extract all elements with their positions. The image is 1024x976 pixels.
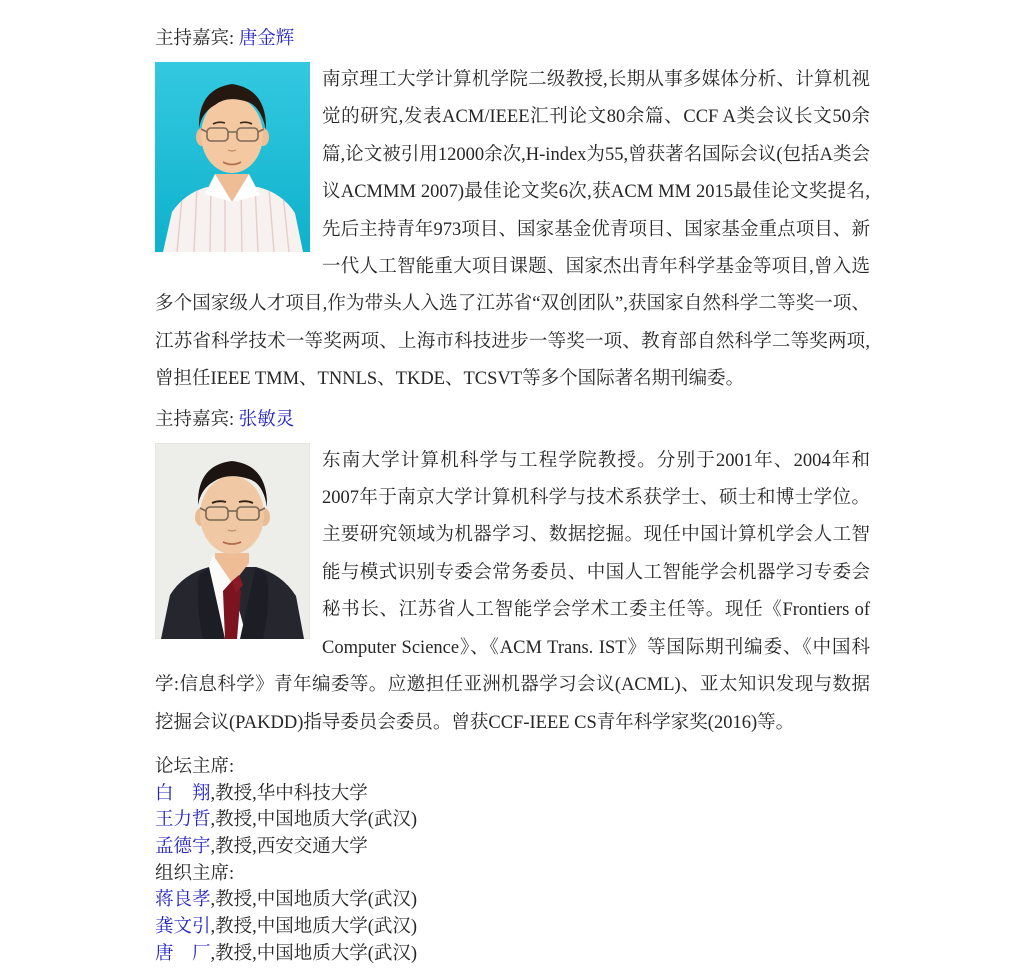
chair-name-link-tang-chang[interactable]: 唐 厂 bbox=[155, 943, 211, 964]
host-section-tang-jinhui bbox=[155, 28, 870, 399]
chair-row bbox=[155, 834, 870, 861]
chair-name-link-meng-deyu[interactable]: 孟德宇 bbox=[155, 837, 211, 858]
host-name-link-zhang-minling[interactable]: 张敏灵 bbox=[238, 409, 295, 430]
host-bio-text: 南京理工大学计算机学院二级教授,长期从事多媒体分析、计算机视觉的研究,发表ACM/IEEE汇刊论文80余篇、CCF A类会议长文50余篇,论文被引用12000余次,H-index为55,曾获著名国际会议(包括A类会议ACMMM 2007)最佳论文奖6次,获ACM MM 2015最佳论文奖提名,先后主持青年973项目、国家基金优青项目、国家基金重点项目、新一代人工智能重大项目课题、国家杰出青年科学基金等项目,曾入选多个国家级人才项目,作为带头人入选了江苏省“双创团队”,获国家自然科学二等奖一项、江苏省科学技术一等奖两项、上海市科技进步一等奖一项、教育部自然科学二等奖两项,曾担任IEEE TMM、TNNLS、TKDE、TCSVT等多个国际著名期刊编委。 bbox=[155, 70, 870, 390]
host-photo-tang-jinhui bbox=[155, 62, 310, 252]
forum-chairs-heading: 论坛主席: bbox=[155, 756, 235, 777]
chair-affiliation: ,教授,中国地质大学(武汉) bbox=[210, 890, 418, 911]
organization-chairs-heading: 组织主席: bbox=[155, 863, 235, 884]
host-photo-zhang-minling bbox=[155, 443, 310, 639]
host-section-zhang-minling bbox=[155, 409, 870, 742]
host-bio-text: 东南大学计算机科学与工程学院教授。分别于2001年、2004年和2007年于南京大学计算机科学与技术系获学士、硕士和博士学位。主要研究领域为机器学习、数据挖掘。现任中国计算机学会人工智能与模式识别专委会常务委员、中国人工智能学会机器学习专委会秘书长、江苏省人工智能学会学术工委主任等。现任《Frontiers of Computer Science》、《ACM Trans. IST》等国际期刊编委、《中国科学:信息科学》青年编委等。应邀担任亚洲机器学习会议(ACML)、亚太知识发现与数据挖掘会议(PAKDD)指导委员会委员。曾获CCF-IEEE CS青年科学家奖(2016)等。 bbox=[155, 450, 870, 733]
chair-affiliation: ,教授,华中科技大学 bbox=[210, 783, 368, 804]
chair-affiliation: ,教授,中国地质大学(武汉) bbox=[210, 810, 418, 831]
chair-row bbox=[155, 914, 870, 941]
host-label: 主持嘉宾: bbox=[155, 409, 235, 430]
chair-affiliation: ,教授,中国地质大学(武汉) bbox=[210, 917, 418, 938]
chairs-list bbox=[155, 754, 870, 968]
chair-name-link-bai-xiang[interactable]: 白 翔 bbox=[155, 783, 211, 804]
chair-name-link-gong-wenyin[interactable]: 龚文引 bbox=[155, 917, 211, 938]
portrait-photo-icon bbox=[155, 62, 310, 252]
chair-affiliation: ,教授,中国地质大学(武汉) bbox=[210, 943, 418, 964]
host-name-link-tang-jinhui[interactable]: 唐金辉 bbox=[238, 29, 295, 49]
host-header bbox=[155, 409, 870, 431]
chair-name-link-wang-lizhe[interactable]: 王力哲 bbox=[155, 810, 211, 831]
portrait-photo-icon bbox=[155, 443, 310, 639]
chair-row bbox=[155, 887, 870, 914]
host-label: 主持嘉宾: bbox=[155, 29, 235, 49]
chair-name-link-jiang-liangxiao[interactable]: 蒋良孝 bbox=[155, 890, 211, 911]
host-bio bbox=[155, 62, 870, 399]
host-header bbox=[155, 28, 870, 50]
chair-row bbox=[155, 807, 870, 834]
chair-affiliation: ,教授,西安交通大学 bbox=[210, 837, 368, 858]
host-bio bbox=[155, 443, 870, 742]
chair-row bbox=[155, 781, 870, 808]
chair-row bbox=[155, 941, 870, 968]
